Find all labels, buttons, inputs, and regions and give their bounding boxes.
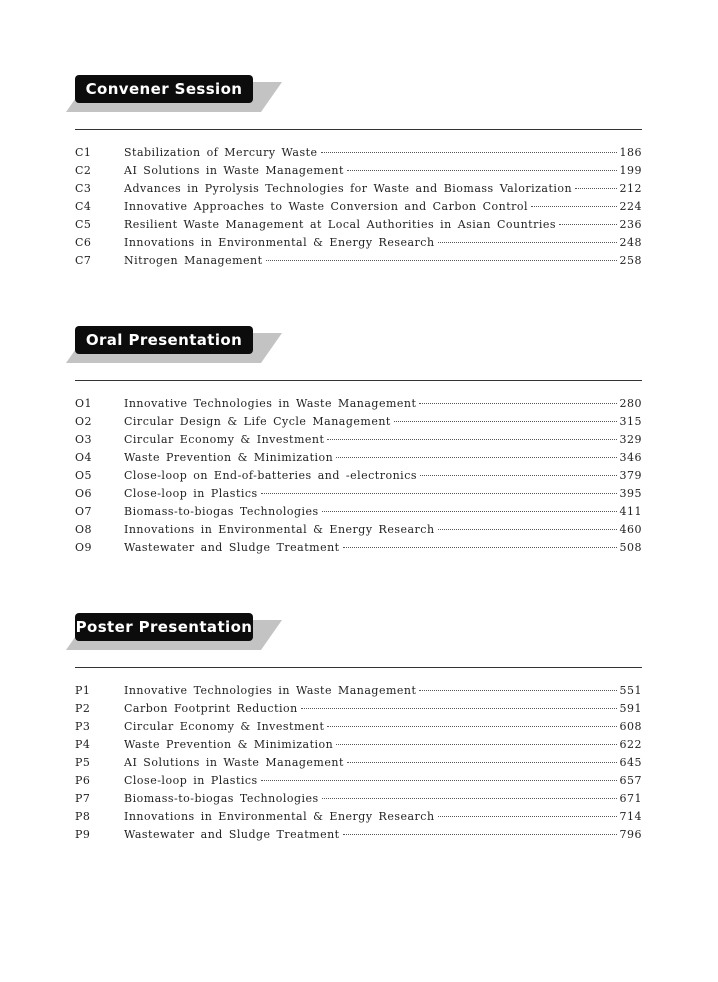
entry-code: C4 (75, 200, 92, 213)
entry-title: Wastewater and Sludge Treatment (124, 828, 340, 841)
toc-entry[interactable] (75, 200, 642, 218)
entry-page: 551 (619, 684, 642, 697)
entry-page: 329 (619, 433, 642, 446)
entry-page: 411 (619, 505, 642, 518)
entry-title: Wastewater and Sludge Treatment (124, 541, 340, 554)
entry-title: Innovative Technologies in Waste Management (124, 684, 417, 697)
dot-leader (438, 816, 617, 817)
toc-entry[interactable] (75, 505, 642, 523)
section-convener-session (75, 75, 642, 267)
dot-leader (322, 798, 617, 799)
entry-page: 346 (619, 451, 642, 464)
entry-code: O7 (75, 505, 93, 518)
entry-code: P5 (75, 756, 91, 769)
dot-leader (347, 762, 617, 763)
dot-leader (266, 260, 617, 261)
entry-code: P8 (75, 810, 91, 823)
entry-title: Biomass-to-biogas Technologies (124, 505, 319, 518)
dot-leader (438, 242, 617, 243)
entry-page: 608 (619, 720, 642, 733)
toc-entry[interactable] (75, 415, 642, 433)
dot-leader (327, 439, 616, 440)
entry-code: C1 (75, 146, 92, 159)
toc-entry[interactable] (75, 774, 642, 792)
entry-code: C7 (75, 254, 92, 267)
entry-page: 395 (619, 487, 642, 500)
entry-code: C6 (75, 236, 92, 249)
dot-leader (261, 493, 617, 494)
entry-code: P4 (75, 738, 91, 751)
entry-title: Circular Design & Life Cycle Management (124, 415, 391, 428)
entry-title: Resilient Waste Management at Local Authorities in Asian Countries (124, 218, 557, 231)
section-poster-presentation (75, 613, 642, 841)
entry-page: 657 (619, 774, 642, 787)
entry-page: 671 (619, 792, 642, 805)
dot-leader (575, 188, 616, 189)
toc-list (75, 684, 642, 846)
entry-page: 186 (619, 146, 642, 159)
entry-title: Close-loop in Plastics (124, 774, 258, 787)
dot-leader (438, 529, 617, 530)
toc-entry[interactable] (75, 720, 642, 738)
toc-entry[interactable] (75, 146, 642, 164)
entry-title: Advances in Pyrolysis Technologies for Waste and Biomass Valorization (124, 182, 573, 195)
entry-title: AI Solutions in Waste Management (124, 756, 344, 769)
dot-leader (394, 421, 617, 422)
entry-page: 248 (619, 236, 642, 249)
entry-page: 280 (619, 397, 642, 410)
entry-page: 622 (619, 738, 642, 751)
entry-title: Stabilization of Mercury Waste (124, 146, 318, 159)
entry-page: 315 (619, 415, 642, 428)
entry-title: Circular Economy & Investment (124, 720, 325, 733)
dot-leader (261, 780, 617, 781)
dot-leader (322, 511, 617, 512)
entry-code: C5 (75, 218, 92, 231)
section-heading: Convener Session (75, 75, 253, 103)
entry-title: Close-loop in Plastics (124, 487, 258, 500)
entry-page: 591 (619, 702, 642, 715)
toc-entry[interactable] (75, 182, 642, 200)
toc-entry[interactable] (75, 523, 642, 541)
dot-leader (347, 170, 617, 171)
toc-entry[interactable] (75, 164, 642, 182)
entry-code: O4 (75, 451, 93, 464)
section-header (75, 326, 642, 372)
entry-title: Waste Prevention & Minimization (124, 738, 334, 751)
toc-list (75, 397, 642, 559)
dot-leader (301, 708, 617, 709)
entry-title: Biomass-to-biogas Technologies (124, 792, 319, 805)
entry-page: 236 (619, 218, 642, 231)
dot-leader (327, 726, 616, 727)
entry-title: Innovations in Environmental & Energy Research (124, 810, 435, 823)
entry-page: 460 (619, 523, 642, 536)
toc-entry[interactable] (75, 684, 642, 702)
dot-leader (419, 690, 616, 691)
entry-title: Innovations in Environmental & Energy Research (124, 523, 435, 536)
dot-leader (343, 547, 617, 548)
section-divider (75, 380, 642, 381)
entry-code: O8 (75, 523, 93, 536)
section-oral-presentation (75, 326, 642, 554)
entry-page: 796 (619, 828, 642, 841)
entry-title: Innovations in Environmental & Energy Research (124, 236, 435, 249)
dot-leader (531, 206, 616, 207)
entry-code: O3 (75, 433, 93, 446)
section-divider (75, 667, 642, 668)
dot-leader (336, 744, 616, 745)
entry-title: AI Solutions in Waste Management (124, 164, 344, 177)
entry-title: Nitrogen Management (124, 254, 263, 267)
section-heading: Poster Presentation (75, 613, 253, 641)
entry-code: O1 (75, 397, 93, 410)
toc-entry[interactable] (75, 756, 642, 774)
entry-page: 379 (619, 469, 642, 482)
section-heading: Oral Presentation (75, 326, 253, 354)
entry-title: Circular Economy & Investment (124, 433, 325, 446)
dot-leader (419, 403, 616, 404)
dot-leader (420, 475, 616, 476)
toc-entry[interactable] (75, 236, 642, 254)
entry-code: P6 (75, 774, 91, 787)
toc-entry[interactable] (75, 792, 642, 810)
entry-code: P7 (75, 792, 91, 805)
entry-code: P9 (75, 828, 91, 841)
entry-page: 212 (619, 182, 642, 195)
toc-entry[interactable] (75, 541, 642, 559)
entry-title: Waste Prevention & Minimization (124, 451, 334, 464)
entry-code: O2 (75, 415, 93, 428)
toc-entry[interactable] (75, 451, 642, 469)
toc-entry[interactable] (75, 397, 642, 415)
entry-page: 714 (619, 810, 642, 823)
toc-entry[interactable] (75, 738, 642, 756)
toc-entry[interactable] (75, 254, 642, 272)
section-divider (75, 129, 642, 130)
entry-title: Innovative Technologies in Waste Management (124, 397, 417, 410)
toc-entry[interactable] (75, 433, 642, 451)
dot-leader (343, 834, 617, 835)
toc-entry[interactable] (75, 702, 642, 720)
entry-code: O6 (75, 487, 93, 500)
dot-leader (336, 457, 616, 458)
entry-code: P2 (75, 702, 91, 715)
entry-code: C2 (75, 164, 92, 177)
toc-entry[interactable] (75, 810, 642, 828)
section-header (75, 613, 642, 659)
entry-code: P1 (75, 684, 91, 697)
entry-page: 199 (619, 164, 642, 177)
toc-entry[interactable] (75, 218, 642, 236)
entry-title: Innovative Approaches to Waste Conversion and Carbon Control (124, 200, 529, 213)
toc-list (75, 146, 642, 272)
toc-entry[interactable] (75, 828, 642, 846)
entry-code: O9 (75, 541, 93, 554)
toc-entry[interactable] (75, 469, 642, 487)
entry-page: 645 (619, 756, 642, 769)
toc-entry[interactable] (75, 487, 642, 505)
dot-leader (559, 224, 616, 225)
dot-leader (321, 152, 617, 153)
section-header (75, 75, 642, 121)
entry-title: Carbon Footprint Reduction (124, 702, 298, 715)
entry-page: 224 (619, 200, 642, 213)
entry-title: Close-loop on End-of-batteries and -electronics (124, 469, 418, 482)
entry-code: P3 (75, 720, 91, 733)
entry-page: 508 (619, 541, 642, 554)
entry-code: C3 (75, 182, 92, 195)
entry-page: 258 (619, 254, 642, 267)
entry-code: O5 (75, 469, 93, 482)
